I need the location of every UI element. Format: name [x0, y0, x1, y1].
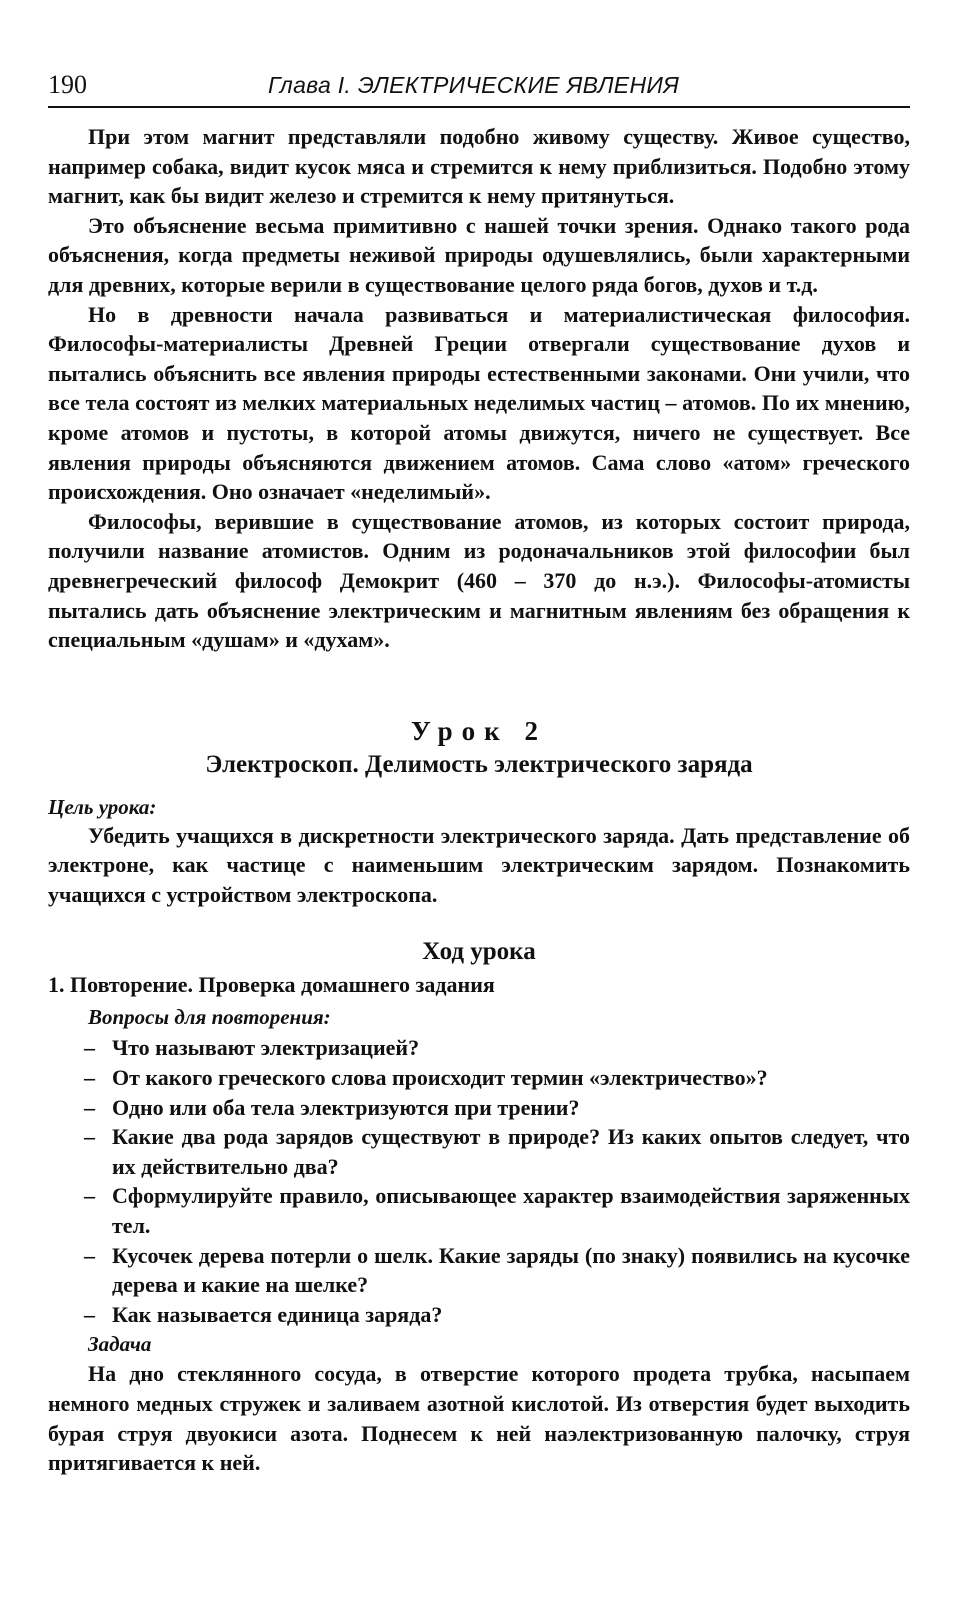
intro-text [48, 122, 910, 655]
questions-label: Вопросы для повторения: [88, 1005, 331, 1030]
running-title: Глава I. ЭЛЕКТРИЧЕСКИЕ ЯВЛЕНИЯ [268, 72, 680, 98]
list-item [48, 1122, 910, 1181]
book-page [48, 70, 910, 1478]
dash-bullet: – [84, 1242, 95, 1268]
question-text: Что называют электризацией? [112, 1035, 420, 1061]
dash-bullet: – [84, 1035, 95, 1061]
goal-text: Убедить учащихся в дискретности электрического заряда. Дать представление об электроне, как частице с наименьшим электрическим зарядом. Познакомить учащихся с устройством электроскопа. [48, 822, 910, 907]
list-item [48, 1300, 910, 1330]
list-item [48, 1181, 910, 1240]
lesson-number: Урок 2 [411, 715, 547, 746]
lesson-title: Электроскоп. Делимость электрического заряда [205, 750, 753, 778]
question-text: Кусочек дерева потерли о шелк. Какие заряды (по знаку) появились на кусочке дерева и какие на шелке? [112, 1242, 910, 1298]
paragraph: При этом магнит представляли подобно живому существу. Живое существо, например собака, видит кусок мяса и стремится к нему приблизиться. Подобно этому магнит, как бы видит железо и стремится к нему притянуться. [48, 124, 910, 209]
paragraph: Философы, верившие в существование атомов, из которых состоит природа, получили название атомистов. Одним из родоначальников этой философии был древнегреческий философ Демокрит (460 – 370 до н.э.). Философы-атомисты пытались дать объяснение электрическим и магнитным явлениям без обращения к специальным «душам» и «духам». [48, 508, 910, 653]
list-item [48, 1063, 910, 1093]
question-text: Сформулируйте правило, описывающее характер взаимодействия заряженных тел. [112, 1183, 910, 1239]
question-text: Как называется единица заряда? [112, 1301, 443, 1327]
dash-bullet: – [84, 1301, 95, 1327]
course-title: Ход урока [422, 938, 536, 966]
lesson-heading [48, 713, 910, 781]
dash-bullet: – [84, 1094, 95, 1120]
paragraph: Это объяснение весьма примитивно с нашей точки зрения. Однако такого рода объяснения, когда предметы неживой природы одушевлялись, были характерными для древних, которые верили в существование целого ряда богов, духов и т.д. [48, 212, 910, 297]
dash-bullet: – [84, 1124, 95, 1150]
page-number: 190 [48, 70, 87, 99]
task-label: Задача [88, 1332, 152, 1357]
list-item [48, 1093, 910, 1123]
questions-list [48, 1033, 910, 1329]
page-header [48, 70, 910, 108]
task-text: На дно стеклянного сосуда, в отверстие которого продета трубка, насыпаем немного медных стружек и заливаем азотной кислотой. Из отверстия будет выходить бурая струя двуокиси азота. Поднесем к ней наэлектризованную палочку, струя притягивается к ней. [48, 1361, 910, 1476]
dash-bullet: – [84, 1065, 95, 1091]
list-item [48, 1033, 910, 1063]
section-title: 1. Повторение. Проверка домашнего задания [48, 972, 495, 998]
goal-label: Цель урока: [48, 794, 157, 819]
question-text: Какие два рода зарядов существуют в природе? Из каких опытов следует, что их действительно два? [112, 1124, 910, 1179]
paragraph: Но в древности начала развиваться и материалистическая философия. Философы-материалисты Древней Греции отвергали существование духов и пытались объяснить все явления природы естественными законами. Они учили, что все тела состоят из мелких материальных неделимых частиц – атомов. По их мнению, кроме атомов и пустоты, в которой атомы движутся, ничего не существует. Все явления природы объясняются движением атомов. Сама слово «атом» греческого происхождения. Оно означает «неделимый». [48, 301, 910, 505]
list-item [48, 1241, 910, 1300]
question-text: Одно или оба тела электризуются при трении? [112, 1094, 580, 1120]
question-text: От какого греческого слова происходит термин «электричество»? [112, 1065, 768, 1091]
dash-bullet: – [84, 1183, 95, 1209]
